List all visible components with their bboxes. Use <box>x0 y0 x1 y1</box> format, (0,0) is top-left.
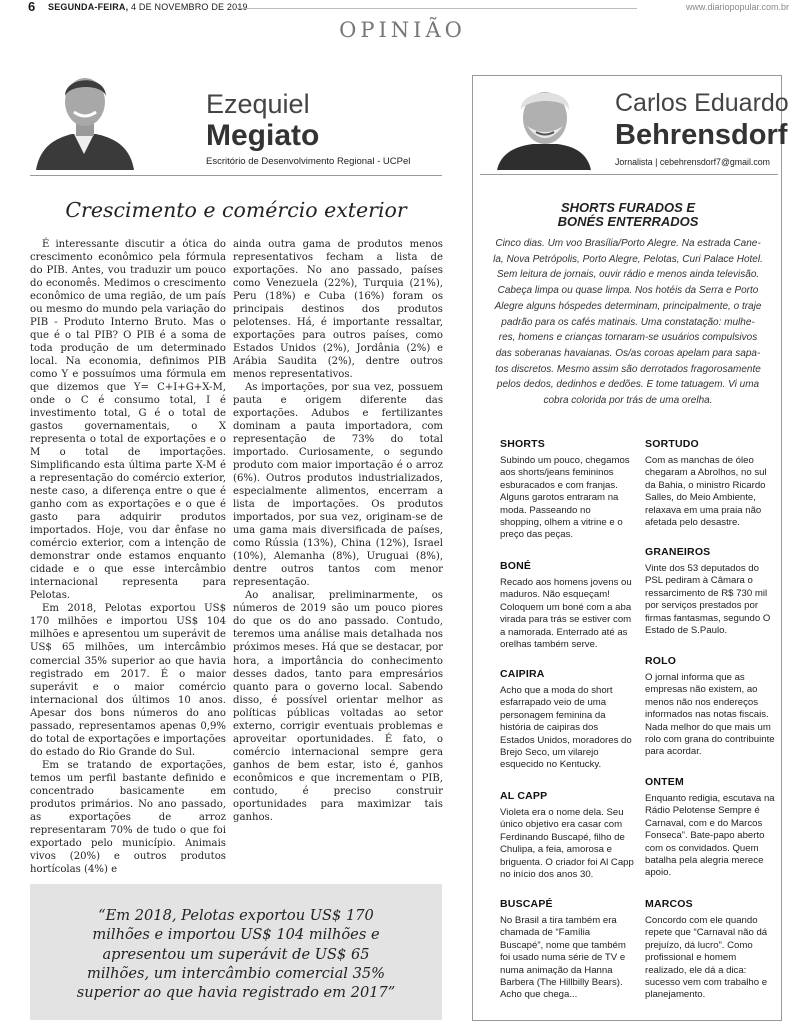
intro-line: das soberanas havaianas. Os/as coroas apelam para sapa- <box>495 347 761 359</box>
dateline <box>48 2 248 13</box>
note-heading: BUSCAPÉ <box>500 898 553 910</box>
author-photo-behrensdorf <box>487 80 599 170</box>
page-header <box>0 0 805 16</box>
weekday: SEGUNDA-FEIRA, <box>48 2 129 12</box>
divider <box>480 174 778 175</box>
intro-line: cobra colorida por trás de uma orelha. <box>543 395 713 407</box>
page-number: 6 <box>28 0 36 14</box>
portrait-icon <box>487 80 599 170</box>
date: 4 DE NOVEMBRO DE 2019 <box>131 2 248 12</box>
quote-line: “Em 2018, Pelotas exportou US$ 170 <box>98 907 374 924</box>
divider <box>30 175 442 176</box>
note-text: Violeta era o nome dela. Seu único objetivo era casar com Ferdinando Buscapé, filho de Chulipa, a feia, amorosa e briguenta. O criador foi Al Capp no início dos anos 30. <box>500 807 634 881</box>
note-rolo <box>645 655 775 759</box>
note-text: Enquanto redigia, escutava na Rádio Pelotense Sempre é Carnaval, com e do Marcos Fonseca”. Bate-papo aberto com os convidados. Quem batalha pela alegria merece apoio. <box>645 793 775 879</box>
note-ontem <box>645 776 775 880</box>
author-last-name: Megiato <box>206 119 320 152</box>
intro-line: Cinco dias. Um voo Brasília/Porto Alegre. Na estrada Cane- <box>495 238 761 249</box>
note-heading: AL CAPP <box>500 790 548 802</box>
note-text: Vinte dos 53 deputados do PSL pediram à Câmara o ressarcimento de R$ 730 mil por serviços prestados por firmas fantasmas, segundo O Estado de S.Paulo. <box>645 563 771 637</box>
note-al-capp <box>500 790 634 881</box>
author-first-name: Carlos Eduardo <box>615 89 789 117</box>
article-title: Crescimento e comércio exterior <box>65 198 407 222</box>
paragraph: Em se tratando de exportações, temos um perfil bastante definido e concentrado basicamente em produtos primários. No ano passado, as exportações de arroz representaram 70% de tudo o que foi exportado pelo município. Animais vivos (20%) e outros produtos hortícolas (4%) e <box>30 759 226 875</box>
note-heading: BONÉ <box>500 560 532 572</box>
intro-line: la, Nova Petrópolis, Porto Alegre, Pelotas, Curi Palace Hotel. <box>493 253 763 265</box>
article-column-a <box>30 238 226 876</box>
intro-line: res, homens e crianças tornaram-se usuários compulsivos <box>498 332 758 344</box>
note-heading: ROLO <box>645 655 677 667</box>
note-heading: SHORTS <box>500 438 545 450</box>
site-url[interactable]: www.diariopopular.com.br <box>685 2 789 12</box>
author-role: Escritório de Desenvolvimento Regional - UCPel <box>206 156 411 167</box>
note-heading: GRANEIROS <box>645 546 711 558</box>
portrait-icon <box>30 62 138 170</box>
note-buscape <box>500 898 634 1002</box>
paragraph: Em 2018, Pelotas exportou US$ 170 milhões e importou US$ 104 milhões e apresentou um superávit de US$ 65 milhões, um intercâmbio comercial 35% superior ao que havia registrado em 2017. É o maior superávit e o maior comércio internacional dos últimos 10 anos. Apesar dos bons números do ano passado, representamos apenas 0,9% do total de exportações e importações do estado do Rio Grande do Sul. <box>30 603 226 758</box>
note-text: Recado aos homens jovens ou maduros. Não esqueçam! Coloquem um boné com a aba virada para trás se estiver com a namorada. Enterrado até as orelhas também serve. <box>500 577 632 651</box>
note-heading: SORTUDO <box>645 438 699 450</box>
note-bone <box>500 560 634 651</box>
note-heading: ONTEM <box>645 776 684 788</box>
header-rule <box>236 8 637 9</box>
pull-quote <box>30 884 442 1020</box>
note-sortudo <box>645 438 775 529</box>
note-shorts <box>500 438 634 542</box>
column-title <box>478 201 778 229</box>
note-text: Subindo um pouco, chegamos aos shorts/jeans femininos esburacados e com franjas. Alguns garotos entraram na moda. Passeando no shopping, olhem a vitrine e o preço das peças. <box>500 455 630 541</box>
paragraph: ainda outra gama de produtos menos representativos fecham a lista de exportações. No ano passado, países como Venezuela (22%), Turquia (21%), Peru (18%) e Cuba (16%) foram os principais destinos dos produtos pelotenses. Há, é importante ressaltar, exportações para outros países, como Estados Unidos (2%), Jordânia (2%) e Arábia Saudita (2%), dentre outros menos representativos. <box>233 239 443 381</box>
intro-line: padrão para os cafés matinais. Uma constatação: mulhe- <box>501 316 755 328</box>
paragraph: É interessante discutir a ótica do crescimento econômico pela fórmula do PIB. Antes, vou traduzir um pouco do economês. Medimos o crescimento econômico de uma região, de um país ou mesmo do mundo pela variação do PIB - Produto Interno Bruto. Mas o que é o tal PIB? O PIB é a soma de toda produção de um determinado local. Na economia, definimos PIB como Y e possuímos uma fórmula em que dizemos que Y= C+I+G+X-M, onde o C é consumo total, I é investimento total, G é o total de gastos governamentais, o X representa o total de exportações e o M o total de importações. Simplificando esta última parte X-M é a representação do comércio exterior, neste caso, a diferença entre o que é ganho com as exportações e o que é gasto para adquirir produtos importados. Hoje, vou dar ênfase no comércio exterior, com a intenção de demonstrar onde estamos enquanto cidade e o que esse intercâmbio internacional representa para Pelotas. <box>30 239 226 602</box>
note-caipira <box>500 668 634 772</box>
column-title-line: SHORTS FURADOS E <box>560 200 696 215</box>
column-title-line: BONÉS ENTERRADOS <box>557 214 699 229</box>
intro-line: tos discretos. Mesmo assim são derrotados fragorosamente <box>495 363 761 375</box>
quote-line: milhões, um intercâmbio comercial 35% <box>86 964 386 982</box>
note-text: Com as manchas de óleo chegaram a Abrolhos, no sul da Bahia, o ministro Ricardo Salles, do Meio Ambiente, relaxava em uma praia não afetada pelo desastre. <box>645 455 767 529</box>
column-intro <box>482 236 774 409</box>
paragraph: As importações, por sua vez, possuem pauta e origem diferente das exportações. Adubos e fertilizantes dominam a pauta importadora, com representação de 73% do total importado. Curiosamente, o segundo produto com maior importação é o arroz (6%). Outros produtos industrializados, especialmente alimentos, encerram a lista de importações. Os produtos importados, por sua vez, originam-se de uma gama mais diversificada de países, como Rússia (13%), China (12%), Israel (10%), Alemanha (8%), Uruguai (8%), dentre outros tantos com menor representação. <box>233 382 443 589</box>
quote-line: apresentou um superávit de US$ 65 <box>102 945 370 963</box>
article-column-b <box>233 238 443 824</box>
author-first-name: Ezequiel <box>206 89 310 119</box>
author-photo-megiato <box>30 62 138 170</box>
pull-quote-text <box>30 906 442 1002</box>
intro-line: Sem leitura de jornais, ouvir rádio e menos ainda televisão. <box>496 269 760 281</box>
author-role: Jornalista | cebehrensdorf7@gmail.com <box>615 157 770 167</box>
intro-line: Cabeça limpa ou quase limpa. Nos hotéis da Serra e Porto <box>497 285 759 297</box>
quote-line: superior ao que havia registrado em 2017” <box>76 984 396 1002</box>
author-last-name: Behrensdorf <box>615 119 788 151</box>
section-title: OPINIÃO <box>339 18 466 42</box>
note-text: No Brasil a tira também era chamada de “Família Buscapé”, nome que também foi usado numa série de TV e numa animação da Hanna Barbera (The Hillbilly Bears). Acho que chega... <box>500 915 626 1001</box>
note-graneiros <box>645 546 775 637</box>
note-marcos <box>645 898 775 1002</box>
note-text: O jornal informa que as empresas não existem, ao menos não nos endereços informados nas notas fiscais. Nada melhor do que mais um rolo com grana do contribuinte para acordar. <box>645 672 775 758</box>
note-heading: MARCOS <box>645 898 693 910</box>
note-heading: CAIPIRA <box>500 668 545 680</box>
note-text: Concordo com ele quando repete que “Carnaval não dá prejuízo, dá lucro”. Como profissional e homem realizado, ele dá a dica: sucesso vem com trabalho e planejamento. <box>645 915 768 1001</box>
note-text: Acho que a moda do short esfarrapado veio de uma personagem feminina da história de caipiras dos Estados Unidos, moradores do Brejo Seco, um vilarejo esquecido no Kentucky. <box>500 685 632 771</box>
paragraph: Ao analisar, preliminarmente, os números de 2019 são um pouco piores do que os do ano passado. Contudo, teremos uma análise mais detalhada nos próximos meses. Há que se destacar, por hora, a importância do conhecimento desses dados, tanto para empresários quanto para o governo local. Sabendo disso, é possível orientar melhor as políticas públicas voltadas ao setor externo, corrigir eventuais problemas e aproveitar oportunidades. É fato, o comércio internacional sempre gera ganhos de bem estar, isto é, ganhos econômicos e que incrementam o PIB, contudo, é preciso construir oportunidades para maximizar tais ganhos. <box>233 590 444 823</box>
intro-line: pelos dedos, dedinhos e dedões. E tome tatuagem. Vi uma <box>496 379 760 391</box>
quote-line: milhões e importou US$ 104 milhões e <box>92 926 380 944</box>
intro-line: Alegre alguns hóspedes determinam, principalmente, o traje <box>494 300 762 312</box>
